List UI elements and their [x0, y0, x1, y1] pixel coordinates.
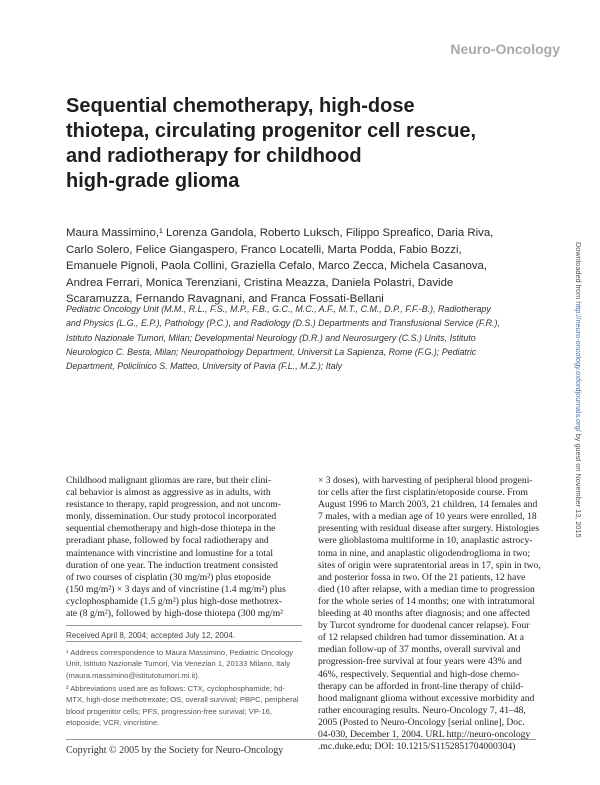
footnote-line: (maura.massimino@istitutotumori.mi.it). [66, 670, 200, 680]
affiliation-line: Pediatric Oncology Unit (M.M., R.L., F.S., M.P., F.B., G.C., M.C., A.F., M.T., C.M., D.P., F.F.-B.), Radiotherapy [66, 304, 491, 314]
abstract-line: for the whole series of 14 months; one with intratumoral [318, 595, 535, 607]
author-line: Maura Massimino,¹ Lorenza Gandola, Roberto Luksch, Filippo Spreafico, Daria Riva, [66, 227, 494, 239]
author-line: Scaramuzza, Fernando Ravagnani, and Franca Fossati-Bellani [66, 293, 384, 305]
footnote-correspondence [66, 647, 302, 681]
author-line: Carlo Solero, Felice Giangaspero, Franco Locatelli, Marta Podda, Fabio Bozzi, [66, 243, 462, 256]
abstract-line: presenting with residual disease after surgery. Histologies [318, 523, 540, 535]
abstract-line: Childhood malignant gliomas are rare, but their clini- [66, 475, 272, 486]
abstract-line: .mc.duke.edu; DOI: 10.1215/S1152851704000304) [318, 741, 516, 753]
abstract-line: resistance to therapy, rapid progression, and not uncom- [66, 499, 281, 511]
abstract-line: rather encouraging results. Neuro-Oncology 7, 41–48, [318, 704, 526, 716]
author-line: Emanuele Pignoli, Paola Collini, Graziella Cefalo, Marco Zecca, Michela Casanova, [66, 260, 488, 272]
abstract-line: progression-free survival at four years were 43% and [318, 656, 522, 668]
abstract-line: tor cells after the first cisplatin/etoposide course. From [318, 487, 528, 499]
divider [66, 641, 302, 642]
author-list [66, 225, 556, 308]
download-notice-suffix: by guest on November 13, 2015 [574, 431, 583, 538]
footnote-line: blood progenitor cells; PFS, progression-free survival; VP-16, [66, 706, 272, 716]
received-date: Received April 8, 2004; accepted July 12, 2004. [66, 631, 235, 640]
abstract-line: of 12 relapsed children had tumor dissemination. At a [318, 632, 524, 644]
abstract-line: sequential chemotherapy and high-dose thiotepa in the [66, 523, 276, 535]
affiliation-line: Department, Policlinico S. Matteo, University of Pavia (F.L., M.Z.); Italy [66, 361, 343, 372]
title-line: thiotepa, circulating progenitor cell rescue, [66, 120, 477, 142]
title-line: Sequential chemotherapy, high-dose [66, 95, 415, 117]
footnote-line: ² Abbreviations used are as follows: CTX, cyclophosphamide; hd- [66, 684, 286, 693]
copyright-notice: Copyright © 2005 by the Society for Neuro-Oncology [66, 745, 284, 756]
footnote-line: MTX, high-dose methotrexate; OS, overall survival; PBPC, peripheral [66, 695, 299, 705]
abstract-line: monly, dissemination. Our study protocol incorporated [66, 511, 277, 523]
abstract-line: of two courses of cisplatin (30 mg/m²) plus etoposide [66, 571, 271, 583]
abstract-line: and posterior fossa in two. Of the 21 patients, 12 have [318, 571, 526, 583]
footnote-abbreviations [66, 683, 302, 729]
download-notice-link[interactable]: http://neuro-oncology.oxfordjournals.org/ [574, 301, 583, 432]
abstract-line: duration of one year. The induction treatment consisted [66, 559, 278, 571]
abstract-line: died (10 after relapse, with a median time to progression [318, 583, 535, 595]
divider [66, 739, 536, 740]
abstract-line: 46%, respectively. Sequential and high-dose chemo- [318, 668, 520, 680]
abstract-line: by Turcot syndrome for duodenal cancer relapse). Four [318, 620, 530, 632]
abstract-line: were glioblastoma multiforme in 10, anaplastic astrocy- [318, 535, 533, 547]
abstract-line: 04-030, December 1, 2004. URL http://neuro-oncology [318, 728, 531, 740]
download-notice [574, 242, 583, 538]
abstract-left-column [66, 475, 302, 620]
affiliation-line: Neurologico C. Besta, Milan; Neuropathology Department, Universit La Sapienza, Rome (F.G.); Pediatric [66, 346, 477, 357]
abstract-line: ate (8 g/m²), followed by high-dose thiotepa (300 mg/m² [66, 608, 284, 620]
abstract-line: maintenance with vincristine and lomustine for a total [66, 547, 274, 559]
abstract-line: × 3 doses), with harvesting of peripheral blood progeni- [318, 475, 533, 486]
divider [66, 625, 302, 626]
abstract-line: 7 males, with a median age of 10 years were enrolled, 18 [318, 511, 537, 523]
affiliation-line: Istituto Nazionale Tumori, Milan; Developmental Neurology (D.R.) and Neurosurgery (C.S.) Units, Istituto [66, 332, 476, 343]
author-line: Andrea Ferrari, Monica Terenziani, Cristina Meazza, Daniela Polastri, Davide [66, 276, 454, 289]
affiliation-line: and Physics (L.G., E.P.), Pathology (P.C.), and Radiology (D.S.) Departments and Transfusional Service (F.R.), [66, 318, 500, 329]
title-line: high-grade glioma [66, 170, 240, 192]
abstract-line: (150 mg/m²) × 3 days and of vincristine (1.4 mg/m²) plus [66, 583, 286, 595]
abstract-line: sites of origin were supratentorial areas in 17, spin in two, [318, 559, 541, 571]
footnote-line: Unit, Istituto Nazionale Tumori, Via Venezian 1, 20133 Milano, Italy [66, 659, 290, 669]
journal-name: Neuro-Oncology [450, 41, 560, 57]
abstract-right-column [318, 475, 554, 753]
abstract-line: August 1996 to March 2003, 21 children, 14 females and [318, 499, 538, 511]
footnote-line: etoposide; VCR, vincristine. [66, 718, 160, 728]
article-title [66, 94, 556, 194]
abstract-line: therapy can be afforded in front-line therapy of child- [318, 680, 524, 692]
affiliations [66, 302, 566, 373]
abstract-line: toma in nine, and anaplastic oligodendroglioma in two; [318, 547, 531, 559]
footnote-line: ¹ Address correspondence to Maura Massimino, Pediatric Oncology [66, 648, 294, 657]
abstract-line: bleeding at 40 months after diagnosis; and one affected [318, 608, 530, 620]
abstract-line: 2005 (Posted to Neuro-Oncology [serial online], Doc. [318, 716, 525, 728]
abstract-line: cal behavior is almost as aggressive as in adults, with [66, 487, 271, 499]
abstract-line: median follow-up of 37 months, overall survival and [318, 644, 521, 656]
abstract-line: hood malignant glioma without excessive morbidity and [318, 692, 535, 704]
abstract-line: cyclophosphamide (1.5 g/m²) plus high-dose methotrex- [66, 595, 283, 607]
title-line: and radiotherapy for childhood [66, 145, 362, 167]
abstract-line: preradiant phase, followed by focal radiotherapy and [66, 535, 269, 547]
download-notice-prefix: Downloaded from [574, 242, 583, 302]
